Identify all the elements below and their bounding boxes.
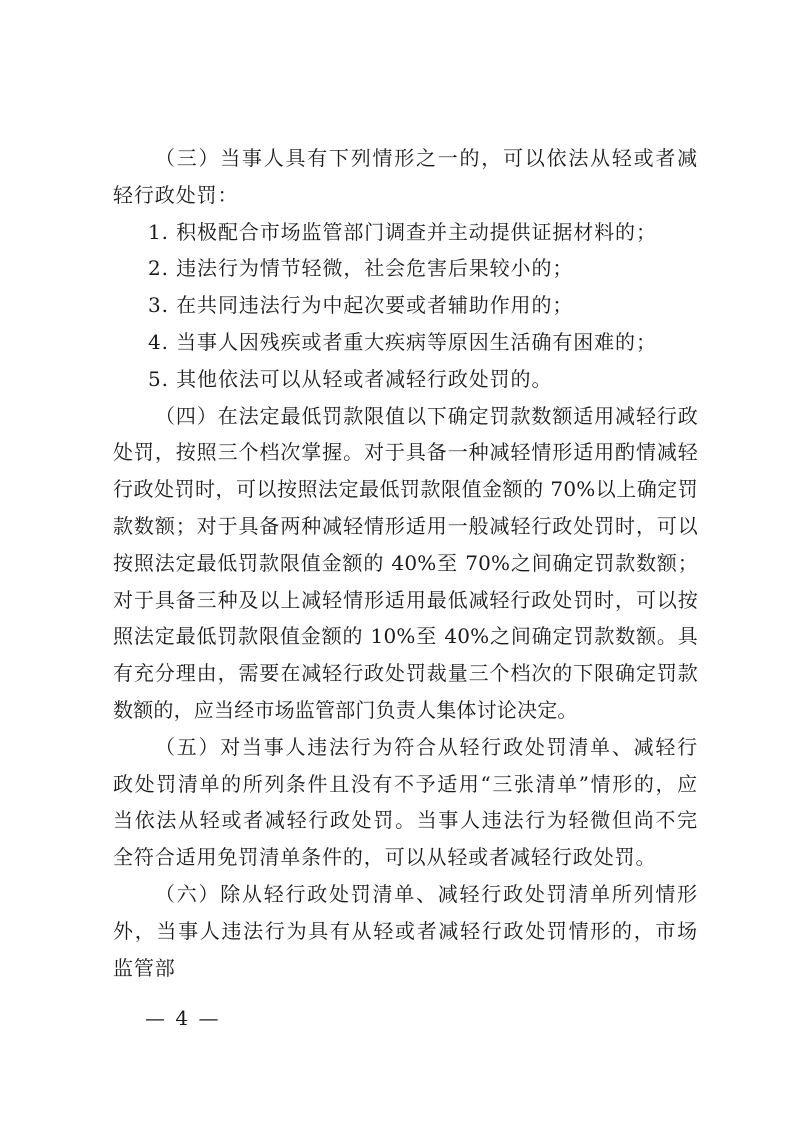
list-item-5: 5. 其他依法可以从轻或者减轻行政处罚的。: [148, 366, 553, 391]
list-item-2: 2. 违法行为情节轻微，社会危害后果较小的；: [148, 256, 574, 281]
list-item-4: 4. 当事人因残疾或者重大疾病等原因生活确有困难的；: [148, 329, 657, 354]
page-body: [113, 140, 698, 986]
page-number: — 4 —: [145, 1006, 221, 1030]
paragraph-5: （五）对当事人违法行为符合从轻行政处罚清单、减轻行政处罚清单的所列条件且没有不予适用“三张清单”情形的，应当依法从轻或者减轻行政处罚。当事人违法行为轻微但尚不完全符合适用免罚清单条件的，可以从轻或者减轻行政处罚。: [113, 734, 698, 870]
paragraph-6: （六）除从轻行政处罚清单、减轻行政处罚清单所列情形外，当事人违法行为具有从轻或者减轻行政处罚情形的，市场监管部: [113, 881, 698, 980]
paragraph-3-intro: （三）当事人具有下列情形之一的，可以依法从轻或者减轻行政处罚：: [113, 146, 698, 207]
paragraph-4: （四）在法定最低罚款限值以下确定罚款数额适用减轻行政处罚，按照三个档次掌握。对于具备一种减轻情形适用酌情减轻行政处罚时，可以按照法定最低罚款限值金额的 70%以上确定罚款数额；对于具备两种减轻情形适用一般减轻行政处罚时，可以按照法定最低罚款限值金额的 40%至 70%之间确定罚款数额；对于具备三种及以上减轻情形适用最低减轻行政处罚时，可以按照法定最低罚款限值金额的 10%至 40%之间确定罚款数额。具有充分理由，需要在减轻行政处罚裁量三个档次的下限确定罚款数额的，应当经市场监管部门负责人集体讨论决定。: [113, 403, 698, 722]
list-item-3: 3. 在共同违法行为中起次要或者辅助作用的；: [148, 293, 574, 318]
list-item-1: 1. 积极配合市场监管部门调查并主动提供证据材料的；: [148, 219, 657, 244]
